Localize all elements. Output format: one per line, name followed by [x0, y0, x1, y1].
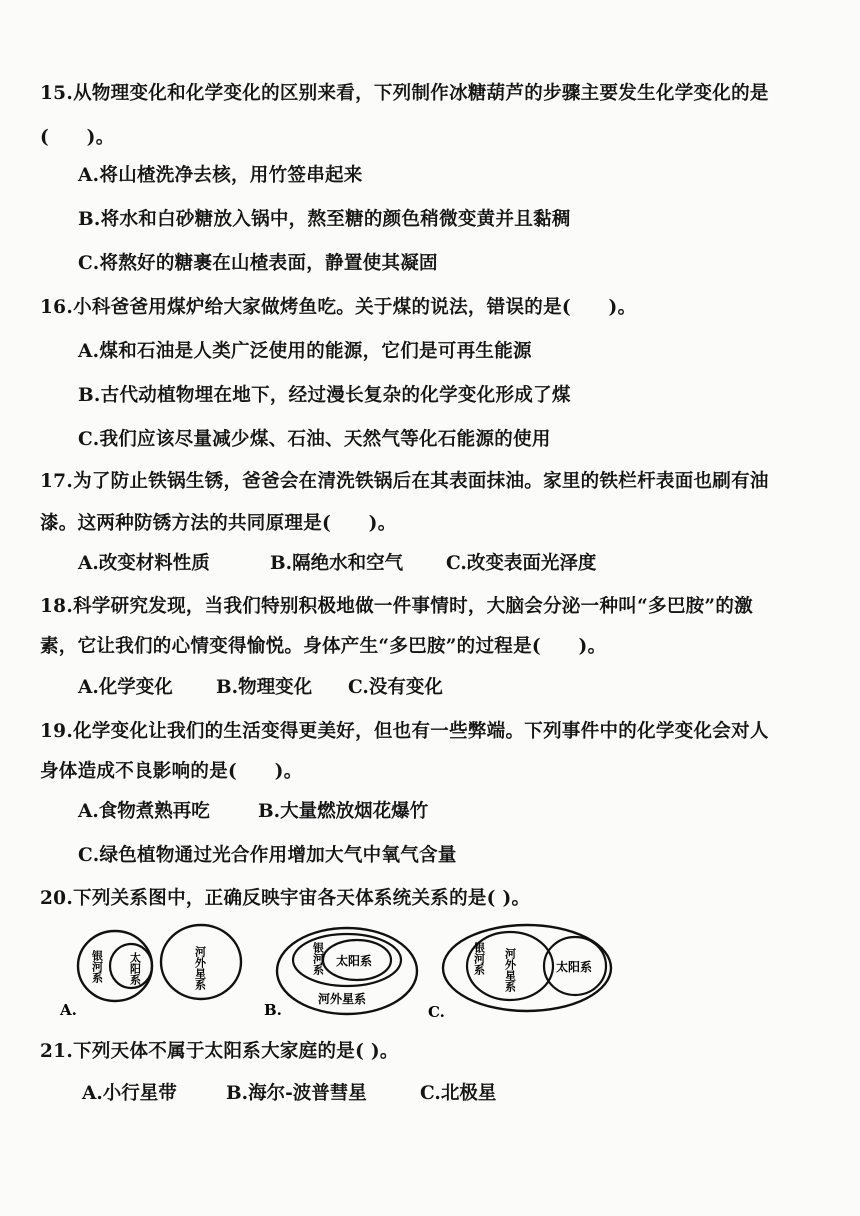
q20-diagrams — [0, 922, 860, 1032]
q17-option-b: B.隔绝水和空气 — [270, 553, 404, 574]
q18-options — [0, 676, 860, 700]
diagram-c-label-hewai: 河外星系 — [503, 948, 517, 992]
q15-option-c: C.将熬好的糖裹在山楂表面，静置使其凝固 — [78, 253, 438, 274]
q19-stem-line-1: 19.化学变化让我们的生活变得更美好，但也有一些弊端。下列事件中的化学变化会对人 — [40, 721, 769, 742]
diagram-b — [264, 928, 417, 1019]
q20-stem-line-1: 20.下列关系图中，正确反映宇宙各天体系统关系的是( )。 — [40, 888, 531, 909]
q19-option-b: B.大量燃放烟花爆竹 — [258, 801, 429, 822]
diagram-c-label-yinhe: 银河系 — [472, 942, 486, 975]
q21-stem-line-1: 21.下列天体不属于太阳系大家庭的是( )。 — [40, 1041, 399, 1062]
q19-option-a: A.食物煮熟再吃 — [78, 801, 210, 822]
diagram-b-label-hewai: 河外星系 — [318, 992, 367, 1006]
q18-option-a: A.化学变化 — [78, 677, 173, 698]
q18-stem-line-2: 素，它让我们的心情变得愉悦。身体产生“多巴胺”的过程是( )。 — [40, 636, 607, 657]
diagram-a — [59, 925, 241, 1019]
q16-option-a: A.煤和石油是人类广泛使用的能源，它们是可再生能源 — [78, 341, 532, 362]
q18-option-b: B.物理变化 — [216, 677, 313, 698]
q17-stem-line-2: 漆。这两种防锈方法的共同原理是( )。 — [40, 513, 397, 534]
diagram-a-letter: A. — [60, 1001, 77, 1019]
q18-stem-line-1: 18.科学研究发现，当我们特别积极地做一件事情时，大脑会分泌一种叫“多巴胺”的激 — [40, 596, 753, 617]
diagram-c-label-taiyang: 太阳系 — [556, 960, 593, 974]
q16-option-b: B.古代动植物埋在地下，经过漫长复杂的化学变化形成了煤 — [78, 385, 571, 406]
q21-option-a: A.小行星带 — [82, 1083, 177, 1104]
diagram-c-letter: C. — [428, 1003, 445, 1021]
q15-option-a: A.将山楂洗净去核，用竹签串起来 — [78, 165, 363, 186]
q17-stem-line-1: 17.为了防止铁锅生锈，爸爸会在清洗铁锅后在其表面抹油。家里的铁栏杆表面也刷有油 — [40, 471, 769, 492]
diagram-c — [428, 925, 611, 1021]
diagram-b-label-yinhe: 银河系 — [311, 942, 325, 975]
q15-option-b: B.将水和白砂糖放入锅中，熬至糖的颜色稍微变黄并且黏稠 — [78, 209, 571, 230]
q16-stem-line-1: 16.小科爸爸用煤炉给大家做烤鱼吃。关于煤的说法，错误的是( )。 — [40, 297, 637, 318]
q17-option-a: A.改变材料性质 — [78, 553, 210, 574]
q18-option-c: C.没有变化 — [348, 677, 443, 698]
diagram-b-letter: B. — [264, 1001, 282, 1019]
diagram-a-label-taiyang: 太阳系 — [128, 952, 142, 985]
q16-option-c: C.我们应该尽量减少煤、石油、天然气等化石能源的使用 — [78, 429, 551, 450]
diagram-b-label-taiyang: 太阳系 — [336, 954, 373, 968]
q17-option-c: C.改变表面光泽度 — [446, 553, 597, 574]
q19-options-row-1 — [0, 800, 860, 824]
q21-options — [0, 1082, 860, 1106]
diagram-a-label-yinhe: 银河系 — [90, 950, 104, 983]
q15-stem-line-2: ( )。 — [40, 127, 115, 148]
diagram-a-label-hewai: 河外星系 — [193, 946, 207, 990]
q17-options — [0, 552, 860, 576]
q21-option-b: B.海尔-波普彗星 — [226, 1083, 367, 1104]
q19-option-c: C.绿色植物通过光合作用增加大气中氧气含量 — [78, 845, 457, 866]
q15-stem-line-1: 15.从物理变化和化学变化的区别来看，下列制作冰糖葫芦的步骤主要发生化学变化的是 — [40, 83, 769, 104]
q21-option-c: C.北极星 — [420, 1083, 497, 1104]
q19-stem-line-2: 身体造成不良影响的是( )。 — [40, 761, 303, 782]
